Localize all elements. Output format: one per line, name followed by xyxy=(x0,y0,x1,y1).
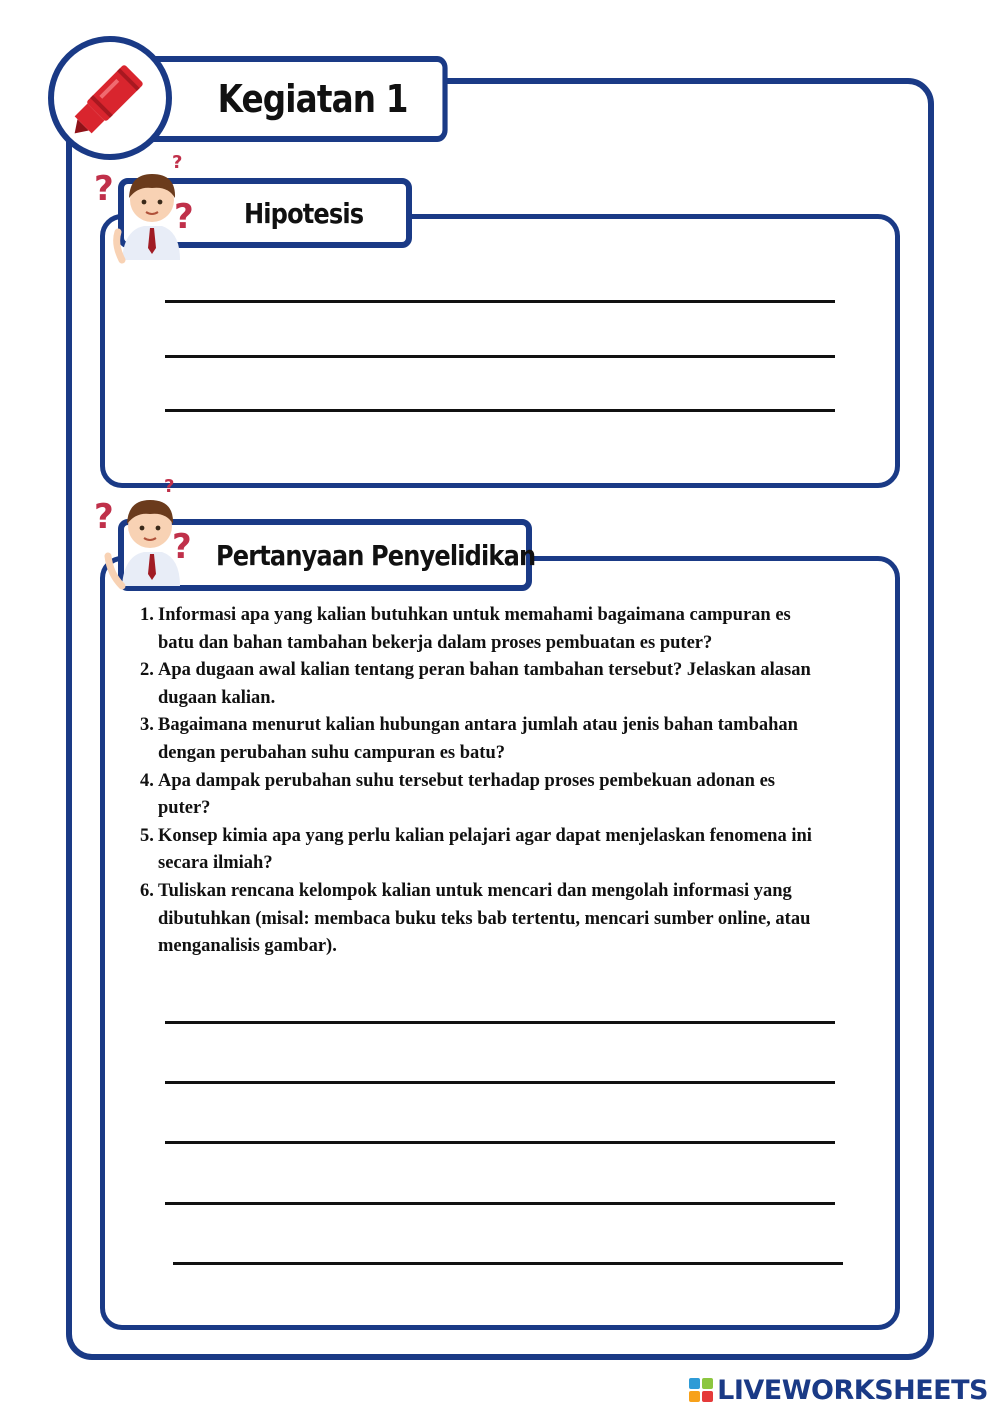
question-number: 6. xyxy=(140,880,154,901)
question-text: dugaan kalian. xyxy=(158,687,276,708)
question-number: 5. xyxy=(140,825,154,846)
brand-name: LIVEWORKSHEETS xyxy=(717,1374,988,1406)
question-text: Bagaimana menurut kalian hubungan antara jumlah atau jenis bahan tambahan xyxy=(158,715,798,736)
liveworksheets-brand[interactable] xyxy=(689,1372,988,1408)
hipotesis-heading: Hipotesis xyxy=(118,178,412,248)
question-text: menganalisis gambar). xyxy=(158,936,337,957)
list-item xyxy=(132,878,880,961)
question-mark-icon: ? xyxy=(174,197,194,237)
question-text: Apa dugaan awal kalian tentang peran bahan tambahan tersebut? Jelaskan alasan xyxy=(158,660,811,681)
question-number: 2. xyxy=(140,660,154,681)
hipotesis-answer-line[interactable] xyxy=(165,300,835,303)
question-list xyxy=(132,602,880,961)
question-number: 4. xyxy=(140,770,154,791)
thinking-student-illustration xyxy=(92,148,212,264)
penyelidikan-answer-line[interactable] xyxy=(165,1141,835,1144)
hipotesis-answer-line[interactable] xyxy=(165,355,835,358)
penyelidikan-answer-line[interactable] xyxy=(165,1202,835,1205)
penyelidikan-answer-line[interactable] xyxy=(165,1021,835,1024)
question-mark-icon: ? xyxy=(94,169,114,209)
list-item xyxy=(132,768,880,823)
question-mark-icon: ? xyxy=(172,527,192,567)
question-text: Informasi apa yang kalian butuhkan untuk memahami bagaimana campuran es xyxy=(158,605,791,625)
crayon-icon xyxy=(54,42,166,154)
list-item xyxy=(132,657,880,712)
penyelidikan-answer-line[interactable] xyxy=(165,1081,835,1084)
title-badge xyxy=(48,36,172,160)
page-title: Kegiatan 1 xyxy=(138,56,448,142)
penyelidikan-heading: Pertanyaan Penyelidikan xyxy=(118,519,532,591)
liveworksheets-logo-icon xyxy=(689,1378,713,1402)
question-number: 3. xyxy=(140,715,154,736)
question-mark-icon: ? xyxy=(164,476,175,497)
question-number: 1. xyxy=(140,605,154,625)
question-text: Konsep kimia apa yang perlu kalian pelajari agar dapat menjelaskan fenomena ini xyxy=(158,825,812,846)
question-mark-icon: ? xyxy=(172,152,183,173)
thinking-student-illustration xyxy=(92,474,212,590)
question-text: Tuliskan rencana kelompok kalian untuk mencari dan mengolah informasi yang xyxy=(158,880,792,901)
list-item xyxy=(132,712,880,767)
question-text: batu dan bahan tambahan bekerja dalam proses pembuatan es puter? xyxy=(158,632,713,653)
question-mark-icon: ? xyxy=(94,497,114,537)
hipotesis-answer-line[interactable] xyxy=(165,409,835,412)
question-text: secara ilmiah? xyxy=(158,853,273,874)
list-item xyxy=(132,602,880,657)
penyelidikan-answer-line[interactable] xyxy=(173,1262,843,1265)
question-text: dibutuhkan (misal: membaca buku teks bab tertentu, mencari sumber online, atau xyxy=(158,908,811,929)
question-text: Apa dampak perubahan suhu tersebut terhadap proses pembekuan adonan es xyxy=(158,770,775,791)
question-text: puter? xyxy=(158,798,211,819)
hipotesis-section xyxy=(100,214,900,488)
list-item xyxy=(132,823,880,878)
question-text: dengan perubahan suhu campuran es batu? xyxy=(158,742,505,763)
